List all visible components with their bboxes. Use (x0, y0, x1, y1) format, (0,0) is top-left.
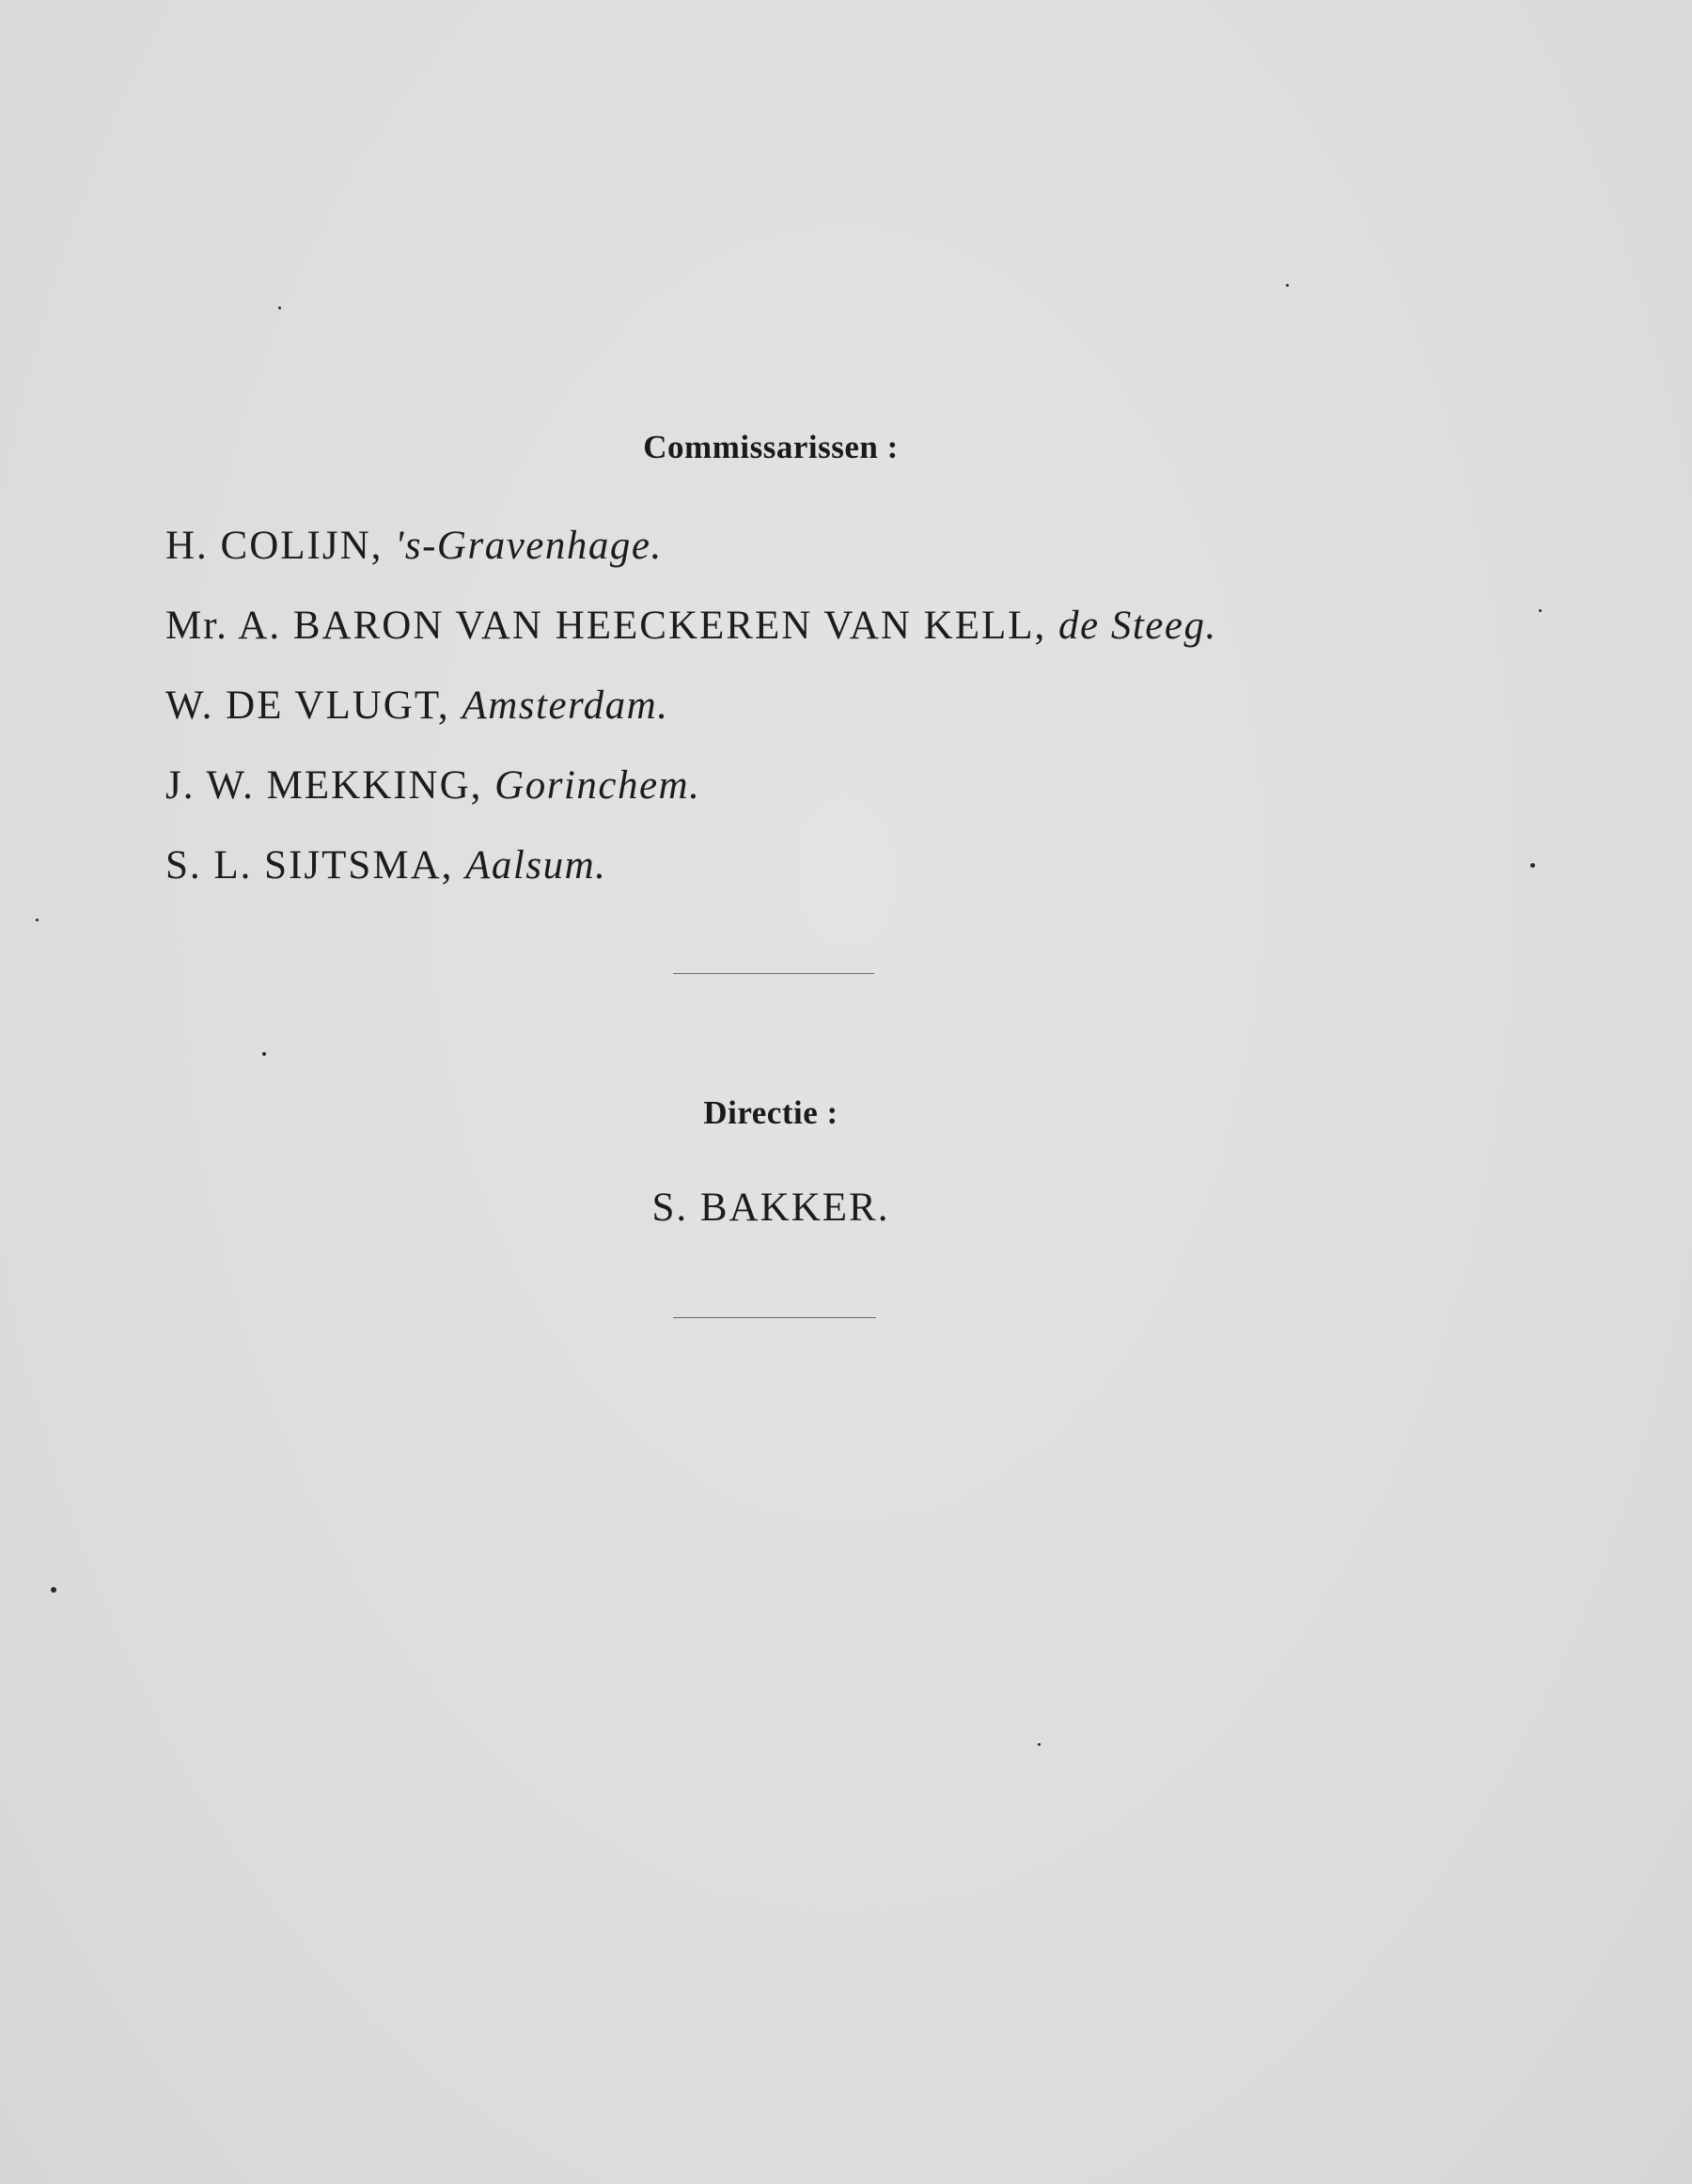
commissaris-entry (165, 523, 663, 569)
commissaris-place: 's-Gravenhage. (395, 524, 663, 568)
scan-speck (36, 919, 39, 921)
commissaris-entry (165, 603, 1217, 649)
commissaris-name: J. W. MEKKING, (165, 763, 495, 808)
commissarissen-heading: Commissarissen : (643, 429, 899, 465)
scan-speck (51, 1587, 56, 1593)
commissaris-name: H. COLIJN, (165, 524, 396, 568)
commissaris-place: Gorinchem. (494, 763, 701, 808)
scan-speck (1038, 1743, 1041, 1746)
commissaris-place: de Steeg. (1058, 604, 1217, 648)
scan-speck (1530, 863, 1535, 868)
commissaris-place: Aalsum. (465, 843, 607, 888)
directie-heading: Directie : (703, 1094, 838, 1131)
commissaris-entry (165, 762, 700, 809)
commissaris-entry (165, 683, 668, 729)
scan-speck (278, 306, 281, 309)
commissaris-entry (165, 842, 606, 888)
scan-speck (262, 1052, 266, 1056)
commissaris-name: W. DE VLUGT, (165, 683, 462, 728)
section-divider (673, 973, 874, 974)
director-name: S. BAKKER. (651, 1186, 890, 1230)
scan-speck (1286, 284, 1289, 287)
scan-speck (1539, 609, 1542, 612)
commissaris-name: S. L. SIJTSMA, (165, 843, 466, 888)
commissaris-name: Mr. A. BARON VAN HEECKEREN VAN KELL, (165, 604, 1058, 648)
commissaris-place: Amsterdam. (462, 683, 669, 728)
section-divider (673, 1317, 876, 1318)
